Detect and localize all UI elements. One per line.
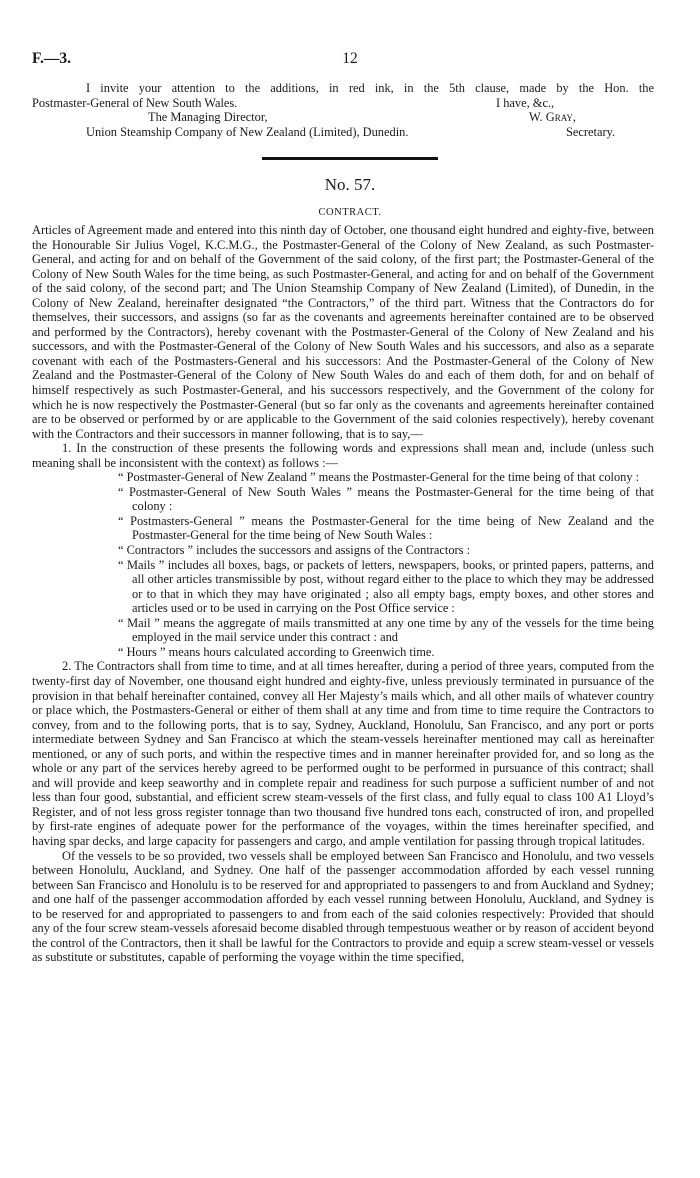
letter-line-2-text: Postmaster-General of New South Wales. — [32, 95, 238, 110]
document-reference: F.—3. — [32, 50, 72, 67]
clause-2-paragraph: 2. The Contractors shall from time to time, and at all times hereafter, during a period of three years, computed from the twenty-first day of November, one thousand eight hundred and eighty-five, unless previously terminated in pursuance of the provision in that behalf hereinafter contained, convey all Her Majesty’s mails which, and all other mails of whatever country or place which, the Postmasters-General or either of them shall at any time and from time to time require the Contractors to convey, from and to the following ports, that is to say, Sydney, Auckland, Honolulu, San Francisco, and any port or ports intermediate between Sydney and San Francisco at which the steam-vessels hereinafter mentioned may call as hereinafter mentioned, or any of such ports, and within the respective times and in manner hereinafter provided for, and so long as the whole or any part of the services hereby agreed to be performed ought to be performed in pursuance of this contract; shall and will provide and keep seaworthy and in complete repair and readiness for such purpose a sufficient number of and not less than four good, substantial, and efficient screw steam-vessels of the first class, and fully equal to class 100 A1 Lloyd’s Register, and of not less gross register tonnage than two thousand five hundred tons each, constructed of iron, and propelled by first-rate engines of adequate power for the performance of the voyages, within the times hereinafter specified, and having spar decks, and large capacity for passengers and cargo, and ample ventilation for passing through tropical latitudes. — [32, 659, 654, 848]
letter-closing — [32, 81, 654, 139]
addressee-title: The Managing Director, — [148, 110, 268, 125]
definition-item: “ Mail ” means the aggregate of mails transmitted at any one time by any of the vessels for the time being employed in the mail service under this contract : and — [118, 615, 654, 645]
letter-line-2 — [32, 96, 654, 111]
letter-line-3 — [86, 110, 654, 125]
addressee-company: Union Steamship Company of New Zealand (Limited), Dunedin. — [86, 124, 409, 139]
definition-item: “ Postmaster-General of New Zealand ” means the Postmaster-General for the time being of that colony : — [118, 470, 640, 485]
definition-item: “ Hours ” means hours calculated according to Greenwich time. — [118, 644, 435, 659]
page-number: 12 — [342, 50, 358, 67]
signatory-title: Secretary. — [566, 124, 616, 139]
document-heading: CONTRACT. — [318, 207, 382, 218]
definition-item: “ Contractors ” includes the successors and assigns of the Contractors : — [118, 543, 471, 558]
clause-2-continuation: Of the vessels to be so provided, two vessels shall be employed between San Francisco and Honolulu, and two vessels between Honolulu, Auckland, and Sydney. One half of the passenger accommodation afforded by each vessel running between San Francisco and Honolulu is to be reserved for and appropriated to passengers to and from Auckland and Sydney; and one half of the passenger accommodation afforded by each vessel running between Honolulu, Auckland, and Sydney is to be reserved for and appropriated to passengers to and from each of the said colonies respectively: Provided that should any of the four screw steam-vessels aforesaid become disabled through tempestuous weather or by reason of accident beyond the control of the Contractors, then it shall be lawful for the Contractors to provide and equip a screw steam-vessel or vessels as substitute or substitutes, capable of performing the voyage within the time specified, — [32, 848, 654, 965]
letter-closing-phrase: I have, &c., — [496, 95, 555, 110]
preamble-paragraph: Articles of Agreement made and entered into this ninth day of October, one thousand eight hundred and eighty-five, between the Honourable Sir Julius Vogel, K.C.M.G., the Postmaster-General of the Colony of New Zealand, as such Postmaster-General, and acting for and on behalf of the Government of the said colony, of the first part; the Postmaster-General of the Colony of New South Wales for the time being, as such Postmaster-General, and acting for and on behalf of the Government of the said colony, of the second part; and The Union Steamship Company of New Zealand (Limited), of Dunedin, in the Colony of New Zealand, hereinafter designated “the Contractors,” of the third part. Witness that the Contractors do for themselves, their successors, and assigns (so far as the covenants and agreements hereinafter contained are to be observed and performed by the Contractors), hereby covenant with the Postmaster-General of the Colony of New Zealand and his successors, and with the Postmaster-General of the Colony of New South Wales and his successors, and also as a separate covenant with each of the Postmasters-General and his successors: And the Postmaster-General of the Colony of New Zealand and the Postmaster-General of the Colony of New South Wales do and each of them doth, for and on behalf of himself respectively as such Postmaster-General, and his successors respectively, and the Government of the colony for which he is now respectively the Postmaster-General (but so far only as the covenants and agreements hereinafter contained are to be observed or performed by or are applicable to the Government of the said colonies respectively), hereby covenant with the Contractors and their successors in manner following, that is to say,— — [32, 223, 654, 441]
document-number: No. 57. — [324, 175, 376, 194]
letter-line-1: I invite your attention to the additions, in red ink, in the 5th clause, made by the Hon. the — [86, 81, 654, 95]
definition-item: “ Mails ” includes all boxes, bags, or packets of letters, newspapers, books, or printed papers, patterns, and all other articles transmissible by post, without regard either to the place to which they may be addressed or to that in which they may have originated ; also all empty bags, empty boxes, and other stores and articles used or to be used in carrying on the Post Office service : — [118, 557, 654, 616]
definition-item: “ Postmasters-General ” means the Postmaster-General for the time being of New Zealand and the Postmaster-General for the time being of New South Wales : — [118, 513, 654, 543]
letter-line-4 — [86, 125, 654, 140]
contract-body — [32, 223, 654, 965]
definition-item: “ Postmaster-General of New South Wales ” means the Postmaster-General for the time being of that colony : — [118, 484, 654, 514]
clause-1-intro: 1. In the construction of these presents the following words and expressions shall mean and, include (unless such meaning shall be inconsistent with the context) as follows :— — [32, 441, 654, 470]
signatory-name: W. Gray, — [529, 110, 576, 125]
section-divider — [262, 157, 438, 160]
